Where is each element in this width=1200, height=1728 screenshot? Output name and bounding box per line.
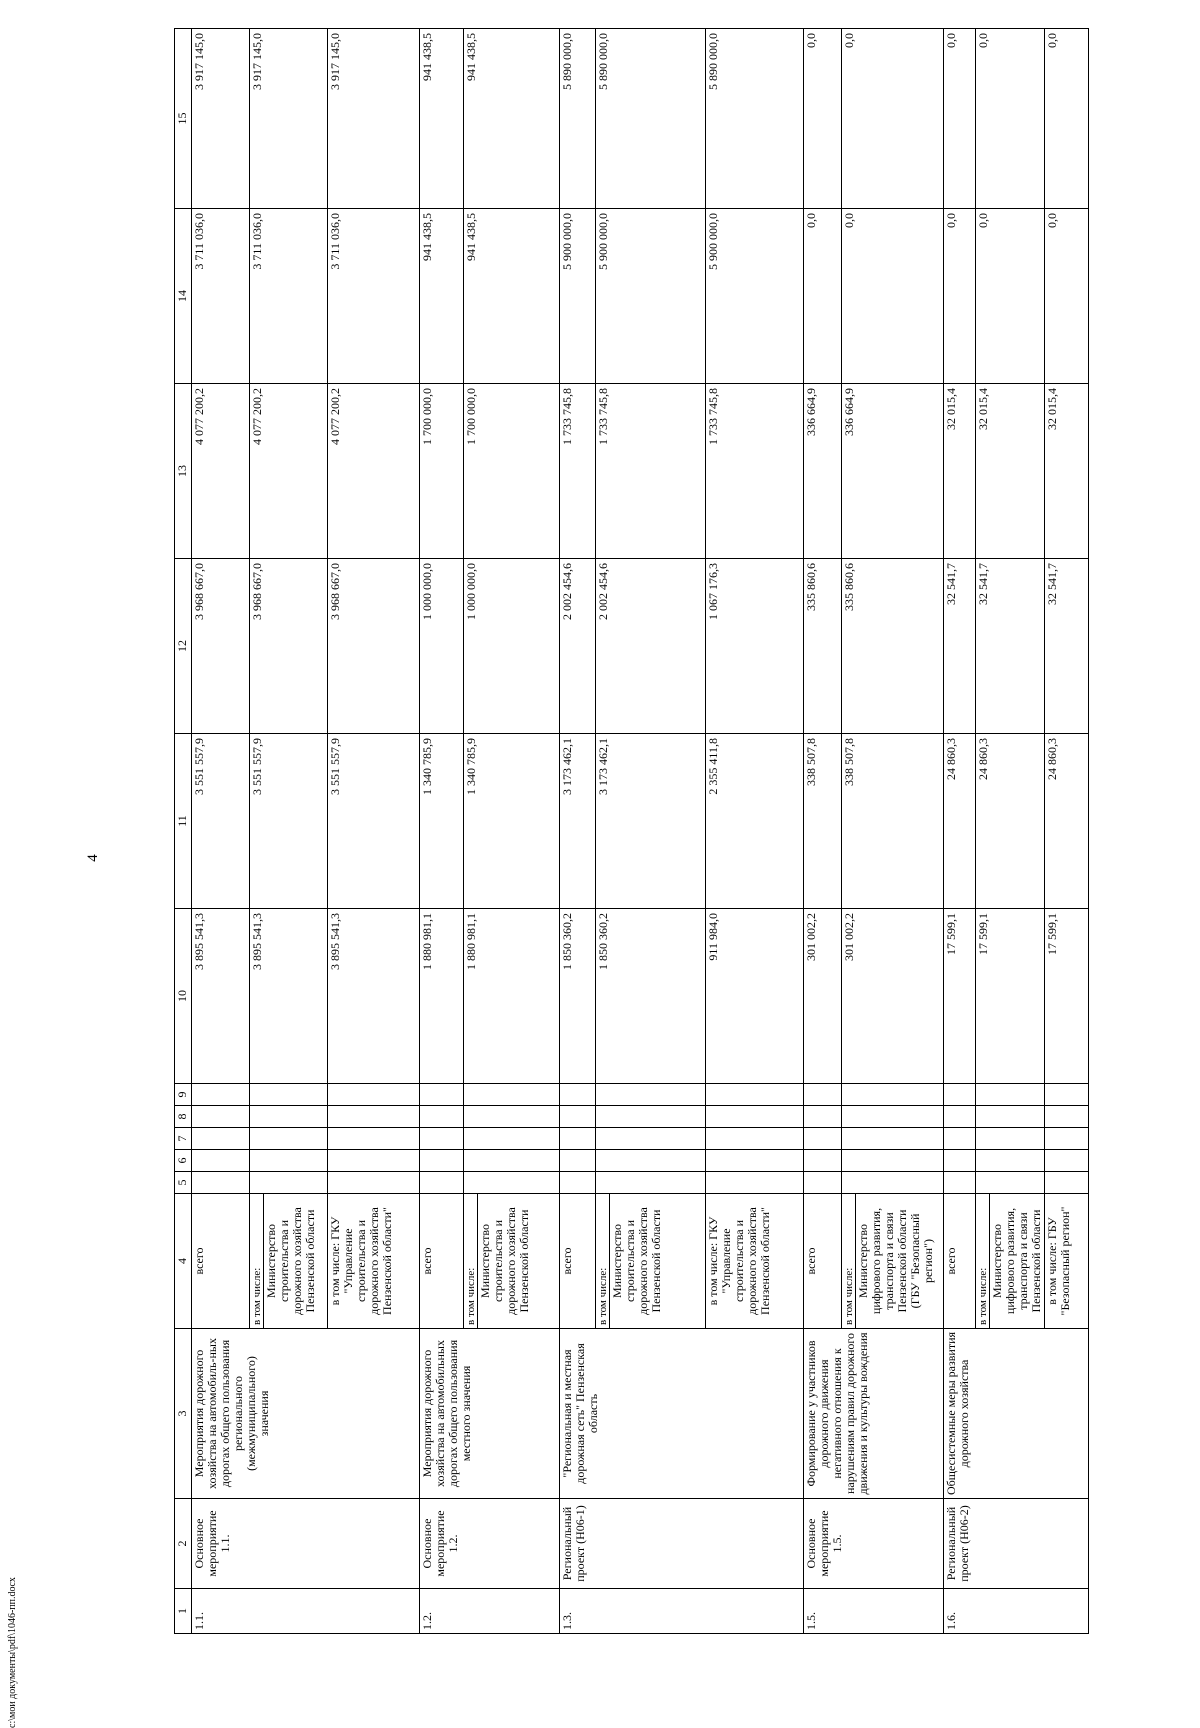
amount-cell: 1 700 000,0 (464, 384, 560, 559)
executor-subheader (597, 1197, 663, 1325)
activity-type-cell: Основное мероприятие 1.5. (804, 1499, 944, 1589)
amount-cell: 32 541,7 (1045, 559, 1089, 734)
amount-cell: 0,0 (976, 29, 1045, 209)
executor-name: Министерство строительства и дорожного хозяйства Пензенской области (264, 1207, 317, 1315)
table-body (192, 29, 1089, 1634)
empty-cell (706, 1106, 804, 1128)
amount-cell: 3 917 145,0 (192, 29, 250, 209)
column-header: 10 (175, 909, 192, 1084)
column-header: 9 (175, 1084, 192, 1106)
amount-cell: 2 355 411,8 (706, 734, 804, 909)
empty-cell (250, 1172, 328, 1194)
amount-cell: 0,0 (842, 29, 944, 209)
executor-name: Министерство цифрового развития, транспорта и связи Пензенской области (ГБУ "Безопасный регион") (856, 1207, 935, 1315)
executor-cell (192, 1194, 250, 1329)
column-header: 3 (175, 1329, 192, 1499)
executor-cell (944, 1194, 976, 1329)
amount-cell: 335 860,6 (842, 559, 944, 734)
activity-type-cell: Региональный проект (Н06-2) (944, 1499, 1089, 1589)
amount-cell: 3 173 462,1 (596, 734, 706, 909)
amount-cell: 1 850 360,2 (596, 909, 706, 1084)
amount-cell: 0,0 (1045, 209, 1089, 384)
empty-cell (464, 1172, 560, 1194)
empty-cell (706, 1128, 804, 1150)
empty-cell (328, 1128, 420, 1150)
amount-cell: 3 551 557,9 (328, 734, 420, 909)
executor-subheader (465, 1197, 531, 1325)
empty-cell (560, 1128, 596, 1150)
executor-cell (328, 1194, 420, 1329)
amount-cell: 5 900 000,0 (596, 209, 706, 384)
column-header: 11 (175, 734, 192, 909)
amount-cell: 0,0 (944, 29, 976, 209)
amount-cell: 24 860,3 (944, 734, 976, 909)
row-number-cell: 1.2. (420, 1589, 560, 1634)
column-header: 14 (175, 209, 192, 384)
empty-cell (842, 1084, 944, 1106)
executor-subheader (843, 1197, 935, 1325)
executor-name: всего (944, 1247, 958, 1275)
empty-cell (464, 1128, 560, 1150)
activity-type-cell: Основное мероприятие 1.1. (192, 1499, 420, 1589)
executor-subheader (977, 1197, 1043, 1325)
executor-cell (976, 1194, 1045, 1329)
amount-cell: 301 002,2 (842, 909, 944, 1084)
empty-cell (250, 1106, 328, 1128)
empty-cell (560, 1150, 596, 1172)
amount-cell: 4 077 200,2 (192, 384, 250, 559)
amount-cell: 1 000 000,0 (464, 559, 560, 734)
amount-cell: 1 067 176,3 (706, 559, 804, 734)
amount-cell: 3 968 667,0 (250, 559, 328, 734)
amount-cell: 941 438,5 (420, 29, 464, 209)
amount-cell: 1 880 981,1 (464, 909, 560, 1084)
table-row (944, 29, 976, 1634)
empty-cell (192, 1150, 250, 1172)
amount-cell: 3 173 462,1 (560, 734, 596, 909)
amount-cell: 0,0 (976, 209, 1045, 384)
activity-description-cell: Мероприятия дорожного хозяйства на автомобильных дорогах общего пользования местного значения (420, 1329, 560, 1499)
activity-description-cell: Мероприятия дорожного хозяйства на автомобиль-ных дорогах общего пользования регионального (межмуниципального) значения (192, 1329, 420, 1499)
amount-cell: 336 664,9 (804, 384, 842, 559)
amount-cell: 0,0 (842, 209, 944, 384)
amount-cell: 3 917 145,0 (250, 29, 328, 209)
executor-name: Министерство цифрового развития, транспорта и связи Пензенской области (990, 1207, 1043, 1315)
empty-cell (250, 1128, 328, 1150)
amount-cell: 1 733 745,8 (596, 384, 706, 559)
amount-cell: 17 599,1 (944, 909, 976, 1084)
amount-cell: 32 015,4 (976, 384, 1045, 559)
empty-cell (192, 1106, 250, 1128)
row-number-cell: 1.3. (560, 1589, 804, 1634)
empty-cell (976, 1084, 1045, 1106)
empty-cell (842, 1128, 944, 1150)
subheader-label: в том числе: (977, 1194, 990, 1328)
amount-cell: 3 551 557,9 (192, 734, 250, 909)
column-header: 13 (175, 384, 192, 559)
column-header: 6 (175, 1150, 192, 1172)
amount-cell: 4 077 200,2 (250, 384, 328, 559)
empty-cell (560, 1084, 596, 1106)
amount-cell: 338 507,8 (804, 734, 842, 909)
amount-cell: 1 733 745,8 (560, 384, 596, 559)
empty-cell (420, 1084, 464, 1106)
empty-cell (976, 1128, 1045, 1150)
amount-cell: 3 895 541,3 (328, 909, 420, 1084)
amount-cell: 1 000 000,0 (420, 559, 464, 734)
empty-cell (560, 1106, 596, 1128)
amount-cell: 2 002 454,6 (560, 559, 596, 734)
amount-cell: 5 890 000,0 (560, 29, 596, 209)
column-header: 15 (175, 29, 192, 209)
amount-cell: 301 002,2 (804, 909, 842, 1084)
amount-cell: 5 890 000,0 (596, 29, 706, 209)
column-header: 1 (175, 1589, 192, 1634)
empty-cell (804, 1150, 842, 1172)
amount-cell: 32 015,4 (1045, 384, 1089, 559)
empty-cell (464, 1150, 560, 1172)
empty-cell (1045, 1128, 1089, 1150)
amount-cell: 338 507,8 (842, 734, 944, 909)
amount-cell: 941 438,5 (420, 209, 464, 384)
amount-cell: 24 860,3 (1045, 734, 1089, 909)
empty-cell (328, 1084, 420, 1106)
amount-cell: 1 340 785,9 (464, 734, 560, 909)
empty-cell (804, 1172, 842, 1194)
amount-cell: 17 599,1 (976, 909, 1045, 1084)
amount-cell: 336 664,9 (842, 384, 944, 559)
empty-cell (420, 1128, 464, 1150)
empty-cell (706, 1084, 804, 1106)
amount-cell: 3 711 036,0 (328, 209, 420, 384)
empty-cell (842, 1172, 944, 1194)
amount-cell: 32 541,7 (976, 559, 1045, 734)
empty-cell (328, 1106, 420, 1128)
rotated-table-sheet (174, 34, 1174, 1634)
footer-file-path: c:\мои документы\pdf\1046-пп.docx (7, 1577, 18, 1728)
amount-cell: 17 599,1 (1045, 909, 1089, 1084)
activity-description-cell: "Региональная и местная дорожная сеть" Пензенская область (560, 1329, 804, 1499)
amount-cell: 0,0 (804, 209, 842, 384)
column-header: 5 (175, 1172, 192, 1194)
amount-cell: 1 850 360,2 (560, 909, 596, 1084)
column-number-row (175, 29, 192, 1634)
budget-table (174, 28, 1089, 1634)
column-header: 12 (175, 559, 192, 734)
executor-name: Министерство строительства и дорожного хозяйства Пензенской области (478, 1207, 531, 1315)
amount-cell: 335 860,6 (804, 559, 842, 734)
executor-name: всего (804, 1247, 818, 1275)
empty-cell (328, 1172, 420, 1194)
empty-cell (944, 1150, 976, 1172)
executor-name: Министерство строительства и дорожного хозяйства Пензенской области (610, 1207, 663, 1315)
empty-cell (560, 1172, 596, 1194)
subheader-label: в том числе: (597, 1194, 610, 1328)
empty-cell (976, 1172, 1045, 1194)
empty-cell (596, 1150, 706, 1172)
amount-cell: 2 002 454,6 (596, 559, 706, 734)
amount-cell: 1 880 981,1 (420, 909, 464, 1084)
empty-cell (944, 1106, 976, 1128)
empty-cell (464, 1084, 560, 1106)
empty-cell (804, 1084, 842, 1106)
amount-cell: 4 077 200,2 (328, 384, 420, 559)
empty-cell (842, 1150, 944, 1172)
amount-cell: 5 900 000,0 (706, 209, 804, 384)
amount-cell: 3 917 145,0 (328, 29, 420, 209)
empty-cell (192, 1128, 250, 1150)
empty-cell (250, 1150, 328, 1172)
table-row (192, 29, 250, 1634)
subheader-label: в том числе: (251, 1194, 264, 1328)
amount-cell: 3 895 541,3 (250, 909, 328, 1084)
empty-cell (420, 1106, 464, 1128)
amount-cell: 0,0 (804, 29, 842, 209)
executor-cell (560, 1194, 596, 1329)
executor-cell (596, 1194, 706, 1329)
table-row (560, 29, 596, 1634)
amount-cell: 5 900 000,0 (560, 209, 596, 384)
empty-cell (192, 1172, 250, 1194)
amount-cell: 1 733 745,8 (706, 384, 804, 559)
executor-name: в том числе: ГКУ "Управление строительства и дорожного хозяйства Пензенской области" (328, 1207, 394, 1315)
empty-cell (1045, 1150, 1089, 1172)
amount-cell: 941 438,5 (464, 209, 560, 384)
empty-cell (596, 1128, 706, 1150)
amount-cell: 3 711 036,0 (250, 209, 328, 384)
activity-description-cell: Общесистемные меры развития дорожного хозяйства (944, 1329, 1089, 1499)
activity-description-cell: Формирование у участников дорожного движения негативного отношения к нарушениям правил дорожного движения и культуры вождения (804, 1329, 944, 1499)
empty-cell (464, 1106, 560, 1128)
subheader-label: в том числе: (843, 1194, 856, 1328)
empty-cell (706, 1172, 804, 1194)
executor-cell (804, 1194, 842, 1329)
amount-cell: 5 890 000,0 (706, 29, 804, 209)
amount-cell: 3 895 541,3 (192, 909, 250, 1084)
page-number: 4 (85, 854, 101, 862)
executor-subheader (251, 1197, 317, 1325)
executor-cell (420, 1194, 464, 1329)
row-number-cell: 1.1. (192, 1589, 420, 1634)
executor-name: в том числе: ГБУ "Безопасный регион" (1045, 1206, 1072, 1316)
column-header: 4 (175, 1194, 192, 1329)
empty-cell (596, 1172, 706, 1194)
amount-cell: 911 984,0 (706, 909, 804, 1084)
empty-cell (976, 1150, 1045, 1172)
activity-type-cell: Основное мероприятие 1.2. (420, 1499, 560, 1589)
empty-cell (596, 1084, 706, 1106)
empty-cell (976, 1106, 1045, 1128)
amount-cell: 32 541,7 (944, 559, 976, 734)
amount-cell: 3 968 667,0 (192, 559, 250, 734)
table-row (420, 29, 464, 1634)
executor-name: всего (560, 1247, 574, 1275)
amount-cell: 32 015,4 (944, 384, 976, 559)
empty-cell (706, 1150, 804, 1172)
amount-cell: 3 968 667,0 (328, 559, 420, 734)
empty-cell (944, 1128, 976, 1150)
executor-cell (842, 1194, 944, 1329)
executor-name: всего (192, 1247, 206, 1275)
column-header: 7 (175, 1128, 192, 1150)
amount-cell: 0,0 (944, 209, 976, 384)
empty-cell (596, 1106, 706, 1128)
amount-cell: 1 340 785,9 (420, 734, 464, 909)
executor-cell (250, 1194, 328, 1329)
executor-cell (1045, 1194, 1089, 1329)
empty-cell (1045, 1106, 1089, 1128)
amount-cell: 3 551 557,9 (250, 734, 328, 909)
empty-cell (328, 1150, 420, 1172)
amount-cell: 0,0 (1045, 29, 1089, 209)
empty-cell (804, 1106, 842, 1128)
empty-cell (944, 1172, 976, 1194)
empty-cell (420, 1150, 464, 1172)
empty-cell (1045, 1172, 1089, 1194)
column-header: 8 (175, 1106, 192, 1128)
empty-cell (842, 1106, 944, 1128)
empty-cell (804, 1128, 842, 1150)
activity-type-cell: Региональный проект (Н06-1) (560, 1499, 804, 1589)
amount-cell: 1 700 000,0 (420, 384, 464, 559)
executor-cell (464, 1194, 560, 1329)
executor-name: в том числе: ГКУ "Управление строительства и дорожного хозяйства Пензенской области" (706, 1207, 772, 1315)
empty-cell (192, 1084, 250, 1106)
amount-cell: 3 711 036,0 (192, 209, 250, 384)
empty-cell (944, 1084, 976, 1106)
amount-cell: 941 438,5 (464, 29, 560, 209)
empty-cell (1045, 1084, 1089, 1106)
row-number-cell: 1.5. (804, 1589, 944, 1634)
executor-cell (706, 1194, 804, 1329)
empty-cell (250, 1084, 328, 1106)
column-header: 2 (175, 1499, 192, 1589)
amount-cell: 24 860,3 (976, 734, 1045, 909)
row-number-cell: 1.6. (944, 1589, 1089, 1634)
executor-name: всего (420, 1247, 434, 1275)
subheader-label: в том числе: (465, 1194, 478, 1328)
empty-cell (420, 1172, 464, 1194)
table-row (804, 29, 842, 1634)
